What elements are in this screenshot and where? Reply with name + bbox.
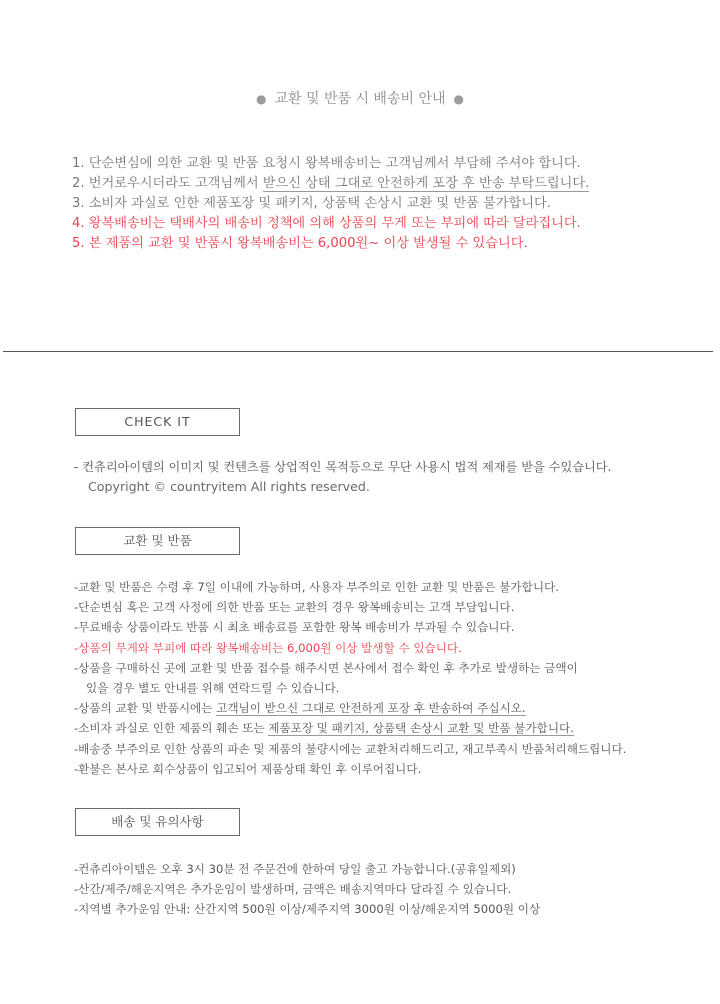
item-text: -배송중 부주의로 인한 상품의 파손 및 제품의 불량시에는 교환처리해드리고, 재고부족시 반품처리해드립니다.	[74, 741, 627, 756]
exchange-item	[74, 759, 626, 779]
shipping-fee-notice-list	[72, 154, 712, 254]
item-text: 1. 단순변심에 의한 교환 및 반품 요청시 왕복배송비는 고객님께서 부담해 주셔야 합니다.	[72, 156, 581, 171]
notice-item	[72, 194, 712, 214]
item-text: -무료배송 상품이라도 반품 시 최초 배송료를 포함한 왕복 배송비가 부과될 수 있습니다.	[74, 620, 515, 635]
item-text: -소비자 과실로 인한 제품의 훼손 또는	[74, 721, 269, 736]
shipping-fee-guide-title	[0, 88, 720, 108]
shipping-item: -지역별 추가운임 안내: 산간지역 500원 이상/제주지역 3000원 이상/해운지역 5000원 이상	[74, 902, 541, 917]
exchange-item	[74, 698, 626, 718]
shipping-notes-list	[74, 859, 540, 920]
exchange-item	[74, 718, 626, 738]
section-divider	[3, 351, 713, 352]
copyright-warning: - 컨츄리아이템의 이미지 및 컨텐츠를 상업적인 목적등으로 무단 사용시 법적 제재를 받을 수있습니다.	[74, 460, 612, 474]
exchange-item	[74, 638, 626, 658]
exchange-return-heading: 교환 및 반품	[75, 527, 240, 555]
notice-item	[72, 154, 712, 174]
item-underlined-text: 고객님이 받으신 그대로 안전하게 포장 후 반송하여 주십시오.	[216, 701, 526, 716]
item-text: -환불은 본사로 회수상품이 입고되어 제품상태 확인 후 이루어집니다.	[74, 761, 422, 776]
check-it-heading: CHECK IT	[75, 408, 240, 436]
item-underlined-text: 받으신 상태 그대로 안전하게 포장 후 반송 부탁드립니다.	[262, 176, 590, 191]
item-underlined-text: 제품포장 및 패키지, 상품택 손상시 교환 및 반품 불가합니다.	[268, 721, 574, 736]
bullet-dot-icon: ●	[453, 92, 464, 106]
notice-item	[72, 214, 712, 234]
notice-item	[72, 174, 712, 194]
item-text: -교환 및 반품은 수령 후 7일 이내에 가능하며, 사용자 부주의로 인한 교환 및 반품은 불가합니다.	[74, 580, 559, 594]
exchange-item	[74, 577, 626, 597]
item-text: 5. 본 제품의 교환 및 반품시 왕복배송비는 6,000원~ 이상 발생될 수 있습니다.	[72, 236, 528, 251]
item-text: -상품의 무게와 부피에 따라 왕복배송비는 6,000원 이상 발생할 수 있습니다.	[74, 640, 462, 655]
item-text: 있을 경우 별도 안내를 위해 연락드릴 수 있습니다.	[86, 681, 340, 696]
shipping-item: -산간/제주/해운지역은 추가운임이 발생하며, 금액은 배송지역마다 달라질 수 있습니다.	[74, 882, 512, 897]
notice-item	[72, 234, 712, 254]
exchange-item	[74, 617, 626, 637]
item-text: -상품의 교환 및 반품시에는	[74, 701, 217, 716]
check-it-list	[74, 457, 611, 497]
exchange-return-list	[74, 577, 626, 779]
copyright-text: Copyright © countryitem All rights reserved.	[88, 479, 370, 495]
item-text: 3. 소비자 과실로 인한 제품포장 및 패키지, 상품택 손상시 교환 및 반품 불가합니다.	[72, 196, 551, 211]
exchange-item	[74, 597, 626, 617]
title-text: 교환 및 반품 시 배송비 안내	[274, 91, 446, 107]
shipping-notes-heading: 배송 및 유의사항	[75, 808, 240, 836]
exchange-item	[74, 658, 626, 678]
item-text: 2. 번거로우시더라도 고객님께서	[72, 176, 263, 191]
item-text: -상품을 구매하신 곳에 교환 및 반품 접수를 해주시면 본사에서 접수 확인 후 추가로 발생하는 금액이	[74, 660, 578, 675]
shipping-item: -컨츄리아이템은 오후 3시 30분 전 주문건에 한하여 당일 출고 가능합니다.(공휴일제외)	[74, 862, 516, 876]
item-text: -단순변심 혹은 고객 사정에 의한 반품 또는 교환의 경우 왕복배송비는 고객 부담입니다.	[74, 600, 515, 615]
exchange-item	[74, 678, 626, 698]
bullet-dot-icon: ●	[256, 92, 267, 106]
item-text: 4. 왕복배송비는 택배사의 배송비 정책에 의해 상품의 무게 또는 부피에 따라 달라집니다.	[72, 216, 581, 231]
exchange-item	[74, 739, 626, 759]
